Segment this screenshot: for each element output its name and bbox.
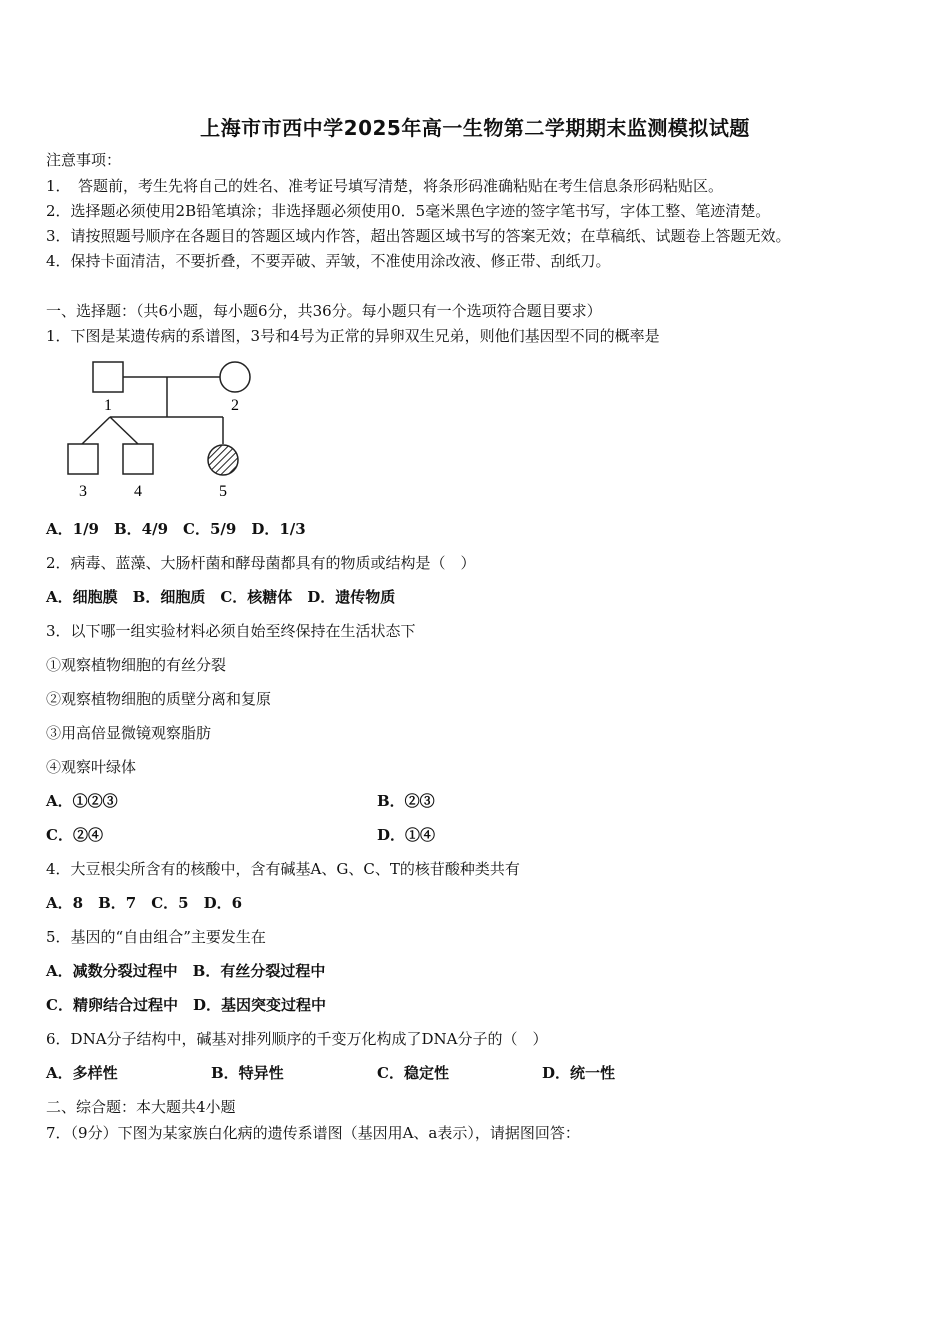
female-normal-2: [220, 362, 250, 392]
pedigree-label-3: 3: [79, 483, 87, 500]
answer-options: C．精卵结合过程中 D．基因突变过程中: [46, 996, 326, 1014]
notice-heading: 注意事项：: [46, 151, 122, 169]
question-stem: 6．DNA分子结构中，碱基对排列顺序的千变万化构成了DNA分子的（ ）: [46, 1030, 548, 1048]
answer-option-d: D．①④: [377, 826, 436, 844]
question-stem: 4．大豆根尖所含有的核酸中，含有碱基A、G、C、T的核苷酸种类共有: [46, 860, 520, 878]
notice-item: 3．请按照题号顺序在各题目的答题区域内作答，超出答题区域书写的答案无效；在草稿纸、试题卷上答题无效。: [46, 227, 791, 245]
pedigree-label-5: 5: [219, 483, 227, 500]
answer-options: A．减数分裂过程中 B．有丝分裂过程中: [46, 962, 326, 980]
question-item: ④观察叶绿体: [46, 758, 137, 776]
page-title: 上海市市西中学2025年高一生物第二学期期末监测模拟试题: [200, 116, 750, 140]
answer-option-a: A．①②③: [46, 792, 118, 810]
answer-option-c: C．稳定性: [377, 1064, 449, 1082]
answer-option-d: D．统一性: [542, 1064, 616, 1082]
answer-option-b: B．特异性: [211, 1064, 284, 1082]
pedigree-label-2: 2: [231, 397, 239, 414]
question-item: ①观察植物细胞的有丝分裂: [46, 656, 227, 674]
pedigree-diagram: [60, 352, 280, 502]
male-normal-3: [68, 444, 98, 474]
male-normal-4: [123, 444, 153, 474]
section-heading: 二、综合题：本大题共4小题: [46, 1098, 236, 1116]
notice-item: 2．选择题必须使用2B铅笔填涂；非选择题必须使用0．5毫米黑色字迹的签字笔书写，字体工整、笔迹清楚。: [46, 202, 771, 220]
notice-item: 1． 答题前，考生先将自己的姓名、准考证号填写清楚，将条形码准确粘贴在考生信息条形码粘贴区。: [46, 177, 724, 195]
question-stem: 5．基因的“自由组合”主要发生在: [46, 928, 266, 946]
male-normal-1: [93, 362, 123, 392]
pedigree-label-1: 1: [104, 397, 112, 414]
question-stem: 2．病毒、蓝藻、大肠杆菌和酵母菌都具有的物质或结构是（ ）: [46, 554, 476, 572]
answer-options: A．8 B．7 C．5 D．6: [46, 894, 243, 912]
question-stem: 3．以下哪一组实验材料必须自始至终保持在生活状态下: [46, 622, 416, 640]
answer-option-a: A．多样性: [46, 1064, 118, 1082]
twin-line-3: [82, 417, 110, 444]
notice-item: 4．保持卡面清洁，不要折叠，不要弄破、弄皱，不准使用涂改液、修正带、刮纸刀。: [46, 252, 611, 270]
section-heading: 一、选择题：（共6小题，每小题6分，共36分。每小题只有一个选项符合题目要求）: [46, 302, 602, 320]
question-item: ③用高倍显微镜观察脂肪: [46, 724, 212, 742]
pedigree-label-4: 4: [134, 483, 142, 500]
question-item: ②观察植物细胞的质壁分离和复原: [46, 690, 272, 708]
answer-option-c: C．②④: [46, 826, 103, 844]
twin-line-4: [110, 417, 138, 444]
answer-options: A．细胞膜 B．细胞质 C．核糖体 D．遗传物质: [46, 588, 396, 606]
question-stem: 7．（9分）下图为某家族白化病的遗传系谱图（基因用A、a表示），请据图回答：: [46, 1124, 580, 1142]
female-affected-5: [208, 445, 238, 475]
answer-options: A．1/9 B．4/9 C．5/9 D．1/3: [46, 520, 306, 538]
question-stem: 1．下图是某遗传病的系谱图，3号和4号为正常的异卵双生兄弟，则他们基因型不同的概率是: [46, 327, 660, 345]
answer-option-b: B．②③: [377, 792, 435, 810]
